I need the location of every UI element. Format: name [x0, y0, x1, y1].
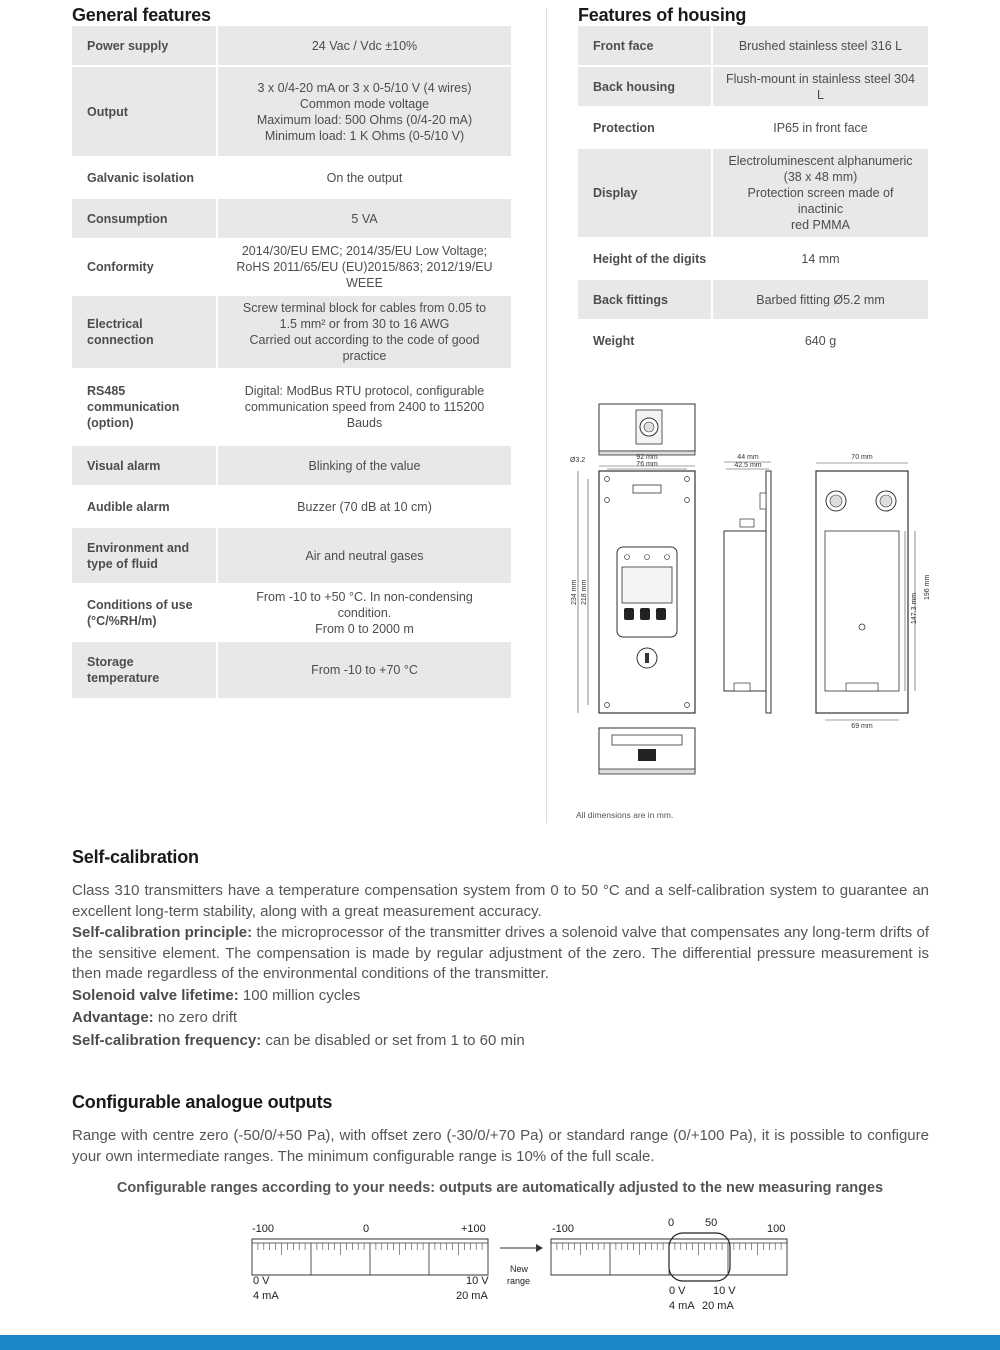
spec-value	[713, 280, 928, 319]
spec-value	[713, 321, 928, 360]
left-current-high: 20 mA	[456, 1290, 488, 1302]
analogue-outputs-title: Configurable analogue outputs	[72, 1092, 333, 1112]
spec-value-line: From -10 to +70 °C	[311, 663, 418, 677]
dimensions-note: All dimensions are in mm.	[576, 810, 674, 820]
spec-value	[218, 240, 511, 294]
spec-value	[218, 642, 511, 698]
dim-back-width: 70 mm	[851, 454, 873, 461]
spec-row	[578, 321, 928, 360]
spec-label-line: type of fluid	[87, 556, 158, 571]
general-features-title: General features	[72, 5, 211, 25]
lifetime-label: Solenoid valve lifetime:	[72, 987, 239, 1004]
spec-value	[218, 158, 511, 197]
frequency-label: Self-calibration frequency:	[72, 1032, 262, 1049]
spec-value	[713, 239, 928, 278]
spec-label	[578, 67, 713, 106]
spec-row	[72, 528, 511, 583]
spec-value-line: Screw terminal block for cables from 0.05 to	[242, 301, 487, 315]
bottom-view	[599, 728, 695, 774]
advantage-label: Advantage:	[72, 1009, 154, 1026]
spec-value-line: 14 mm	[801, 251, 840, 266]
spec-row	[72, 370, 511, 444]
left-voltage-low: 0 V	[253, 1275, 270, 1287]
new-range-arrow	[498, 1242, 544, 1254]
spec-label	[72, 487, 218, 526]
spec-label-line: Conditions of use	[87, 597, 193, 612]
lifetime-text: 100 million cycles	[238, 987, 361, 1004]
spec-label-line: Consumption	[87, 211, 168, 226]
arrow-label-line1: New	[510, 1264, 529, 1274]
spec-label	[72, 370, 218, 444]
spec-value-line: Protection screen made of inactinic	[747, 186, 894, 216]
spec-label	[72, 585, 218, 640]
advantage-text: no zero drift	[153, 1009, 238, 1026]
dim-hole: Ø3.2	[570, 457, 586, 464]
spec-value-line: Digital: ModBus RTU protocol, configurable	[244, 384, 485, 398]
spec-row	[72, 487, 511, 526]
left-voltage-high: 10 V	[466, 1275, 489, 1287]
spec-label-line: Weight	[593, 333, 635, 348]
spec-label-line: RS485	[87, 384, 126, 398]
spec-label	[72, 240, 218, 294]
spec-label-line: Output	[87, 104, 128, 119]
dim-height-outer: 234 mm	[571, 579, 578, 605]
spec-value-line: Blinking of the value	[308, 458, 421, 473]
spec-label	[72, 642, 218, 698]
spec-label	[72, 296, 218, 368]
spec-row	[578, 67, 928, 106]
spec-row	[72, 26, 511, 65]
right-scale-max: 100	[767, 1223, 786, 1235]
dim-back-height-outer: 196 mm	[924, 574, 931, 600]
spec-value-line: On the output	[326, 170, 403, 185]
spec-value	[218, 26, 511, 65]
top-view	[599, 404, 695, 455]
dim-width-inner: 76 mm	[636, 461, 658, 468]
spec-label-line: Protection	[593, 120, 655, 135]
spec-value	[713, 67, 928, 106]
spec-row	[578, 108, 928, 147]
calibration-frequency	[72, 1032, 525, 1049]
spec-value-line: 640 g	[804, 333, 837, 348]
left-current-low: 4 mA	[253, 1290, 279, 1302]
spec-value-line: (38 x 48 mm)	[783, 170, 858, 184]
housing-features-title: Features of housing	[578, 5, 747, 25]
spec-label	[578, 280, 713, 319]
spec-value-line: red PMMA	[790, 218, 851, 232]
spec-label-line: Galvanic isolation	[87, 170, 194, 185]
spec-value-line: Air and neutral gases	[305, 548, 424, 563]
spec-label-line: Back fittings	[593, 292, 669, 307]
spec-row	[72, 240, 511, 294]
housing-features-table	[578, 24, 928, 362]
right-scale-zero: 0	[668, 1217, 675, 1229]
spec-row	[72, 199, 511, 238]
spec-value-line: 2014/30/EU EMC; 2014/35/EU Low Voltage;	[241, 244, 488, 258]
spec-value	[218, 67, 511, 156]
side-view	[724, 454, 771, 713]
spec-label	[72, 199, 218, 238]
spec-label-line: Audible alarm	[87, 499, 170, 514]
spec-value	[713, 26, 928, 65]
spec-value-line: Barbed fitting Ø5.2 mm	[756, 292, 885, 307]
spec-row	[578, 280, 928, 319]
spec-label	[72, 446, 218, 485]
left-scale-mid: 0	[363, 1223, 370, 1235]
spec-row	[72, 446, 511, 485]
principle-text: the microprocessor of the transmitter drives a solenoid valve that compensates any long-term drifts of the sensitive element. The compensation is made by regular adjustment of the zero. The differential pressure measurement is then made regardless of the environmental conditions of the transmitter.	[72, 924, 930, 983]
spec-value-line: 24 Vac / Vdc ±10%	[311, 38, 418, 53]
spec-row	[72, 585, 511, 640]
spec-label	[72, 67, 218, 156]
spec-value	[713, 108, 928, 147]
spec-label-line: temperature	[87, 671, 160, 685]
spec-label-line: Electrical	[87, 317, 143, 331]
spec-label	[578, 321, 713, 360]
solenoid-lifetime	[72, 987, 360, 1004]
spec-value	[218, 585, 511, 640]
left-scale-min: -100	[252, 1223, 275, 1235]
spec-row	[72, 158, 511, 197]
left-scale-ruler	[250, 1238, 492, 1278]
spec-row	[578, 26, 928, 65]
spec-row	[72, 642, 511, 698]
spec-label-line: Conformity	[87, 260, 154, 274]
self-calibration-title: Self-calibration	[72, 847, 199, 867]
right-scale-fifty: 50	[705, 1217, 718, 1229]
back-view	[816, 454, 931, 730]
column-divider	[546, 8, 547, 823]
spec-label-line: Storage	[87, 655, 134, 669]
spec-value-line: RoHS 2011/65/EU (EU)2015/863; 2012/19/EU WEEE	[236, 260, 493, 290]
spec-value	[218, 199, 511, 238]
spec-value-line: Flush-mount in stainless steel 304 L	[726, 71, 915, 102]
spec-label	[578, 26, 713, 65]
dim-depth-inner: 42.5 mm	[734, 462, 762, 469]
spec-label	[578, 239, 713, 278]
front-view	[570, 454, 695, 713]
spec-label-line: Display	[593, 186, 638, 200]
right-current-high: 20 mA	[702, 1300, 734, 1312]
frequency-text: can be disabled or set from 1 to 60 min	[261, 1032, 525, 1049]
spec-value-line: 5 VA	[351, 211, 378, 226]
spec-value-line: Carried out according to the code of good practice	[249, 333, 480, 363]
spec-value	[218, 528, 511, 583]
left-scale-max: +100	[461, 1223, 486, 1235]
spec-label-line: Power supply	[87, 38, 169, 53]
spec-label-line: (°C/%RH/m)	[87, 613, 157, 628]
advantage	[72, 1009, 237, 1026]
spec-label-line: (option)	[87, 416, 134, 430]
dim-back-bottom: 69 mm	[851, 723, 873, 730]
ranges-subtitle: Configurable ranges according to your needs: outputs are automatically adjusted to the new measuring ranges	[116, 1180, 884, 1196]
right-scale-ruler	[549, 1232, 791, 1284]
right-voltage-low: 0 V	[669, 1285, 686, 1297]
spec-value-line: From -10 to +50 °C. In non-condensing condition.	[256, 589, 473, 620]
spec-value	[218, 446, 511, 485]
dim-height-inner: 218 mm	[581, 579, 588, 605]
self-calibration-intro: Class 310 transmitters have a temperature compensation system from 0 to 50 °C and a self-calibration system to guarantee an excellent long-term stability, along with a great measurement accuracy.	[72, 882, 929, 920]
spec-value-line: IP65 in front face	[773, 120, 868, 135]
analogue-outputs-text: Range with centre zero (-50/0/+50 Pa), with offset zero (-30/0/+70 Pa) or standard range (0/+100 Pa), it is possible to configure your own intermediate ranges. The minimum configurable range is 10% of the full scale.	[72, 1127, 929, 1165]
spec-value	[218, 296, 511, 368]
spec-label	[72, 528, 218, 583]
spec-row	[578, 239, 928, 278]
spec-value-line: Minimum load: 1 K Ohms (0-5/10 V)	[264, 128, 465, 143]
spec-label-line: Environment and	[87, 540, 190, 555]
spec-label	[578, 108, 713, 147]
spec-row	[72, 296, 511, 368]
arrow-label-line2: range	[507, 1276, 531, 1286]
dim-width-outer: 92 mm	[636, 454, 658, 461]
spec-label-line: Back housing	[593, 79, 675, 94]
spec-value-line: Brushed stainless steel 316 L	[738, 38, 903, 53]
spec-label-line: communication	[87, 400, 180, 414]
spec-value	[713, 149, 928, 237]
spec-value-line: 1.5 mm² or from 30 to 16 AWG	[279, 317, 450, 331]
spec-value-line: Maximum load: 500 Ohms (0/4-20 mA)	[256, 112, 473, 127]
spec-row	[578, 149, 928, 237]
spec-value-line: Common mode voltage	[299, 96, 430, 111]
spec-label-line: connection	[87, 333, 154, 347]
dimension-drawing	[560, 395, 940, 790]
spec-label-line: Front face	[593, 38, 654, 53]
spec-value-line: From 0 to 2000 m	[315, 621, 414, 636]
spec-value	[218, 487, 511, 526]
spec-row	[72, 67, 511, 156]
right-voltage-high: 10 V	[713, 1285, 736, 1297]
principle-label: Self-calibration principle:	[72, 924, 253, 941]
spec-value-line: Buzzer (70 dB at 10 cm)	[297, 499, 432, 514]
footer-bar	[0, 1335, 1000, 1350]
dim-depth-outer: 44 mm	[737, 454, 759, 461]
spec-label-line: Visual alarm	[87, 458, 161, 473]
right-current-low: 4 mA	[669, 1300, 695, 1312]
spec-value	[218, 370, 511, 444]
right-scale-min: -100	[552, 1223, 575, 1235]
general-features-table	[72, 24, 511, 700]
self-calibration-principle	[72, 923, 929, 985]
spec-label-line: Height of the digits	[593, 251, 707, 266]
spec-value-line: 3 x 0/4-20 mA or 3 x 0-5/10 V (4 wires)	[257, 80, 472, 95]
spec-value-line: Electroluminescent alphanumeric	[728, 154, 913, 168]
spec-label	[72, 158, 218, 197]
spec-label	[578, 149, 713, 237]
spec-label	[72, 26, 218, 65]
spec-value-line: communication speed from 2400 to 115200 Bauds	[244, 400, 485, 430]
dim-back-height-inner: 147.3 mm	[911, 592, 918, 624]
